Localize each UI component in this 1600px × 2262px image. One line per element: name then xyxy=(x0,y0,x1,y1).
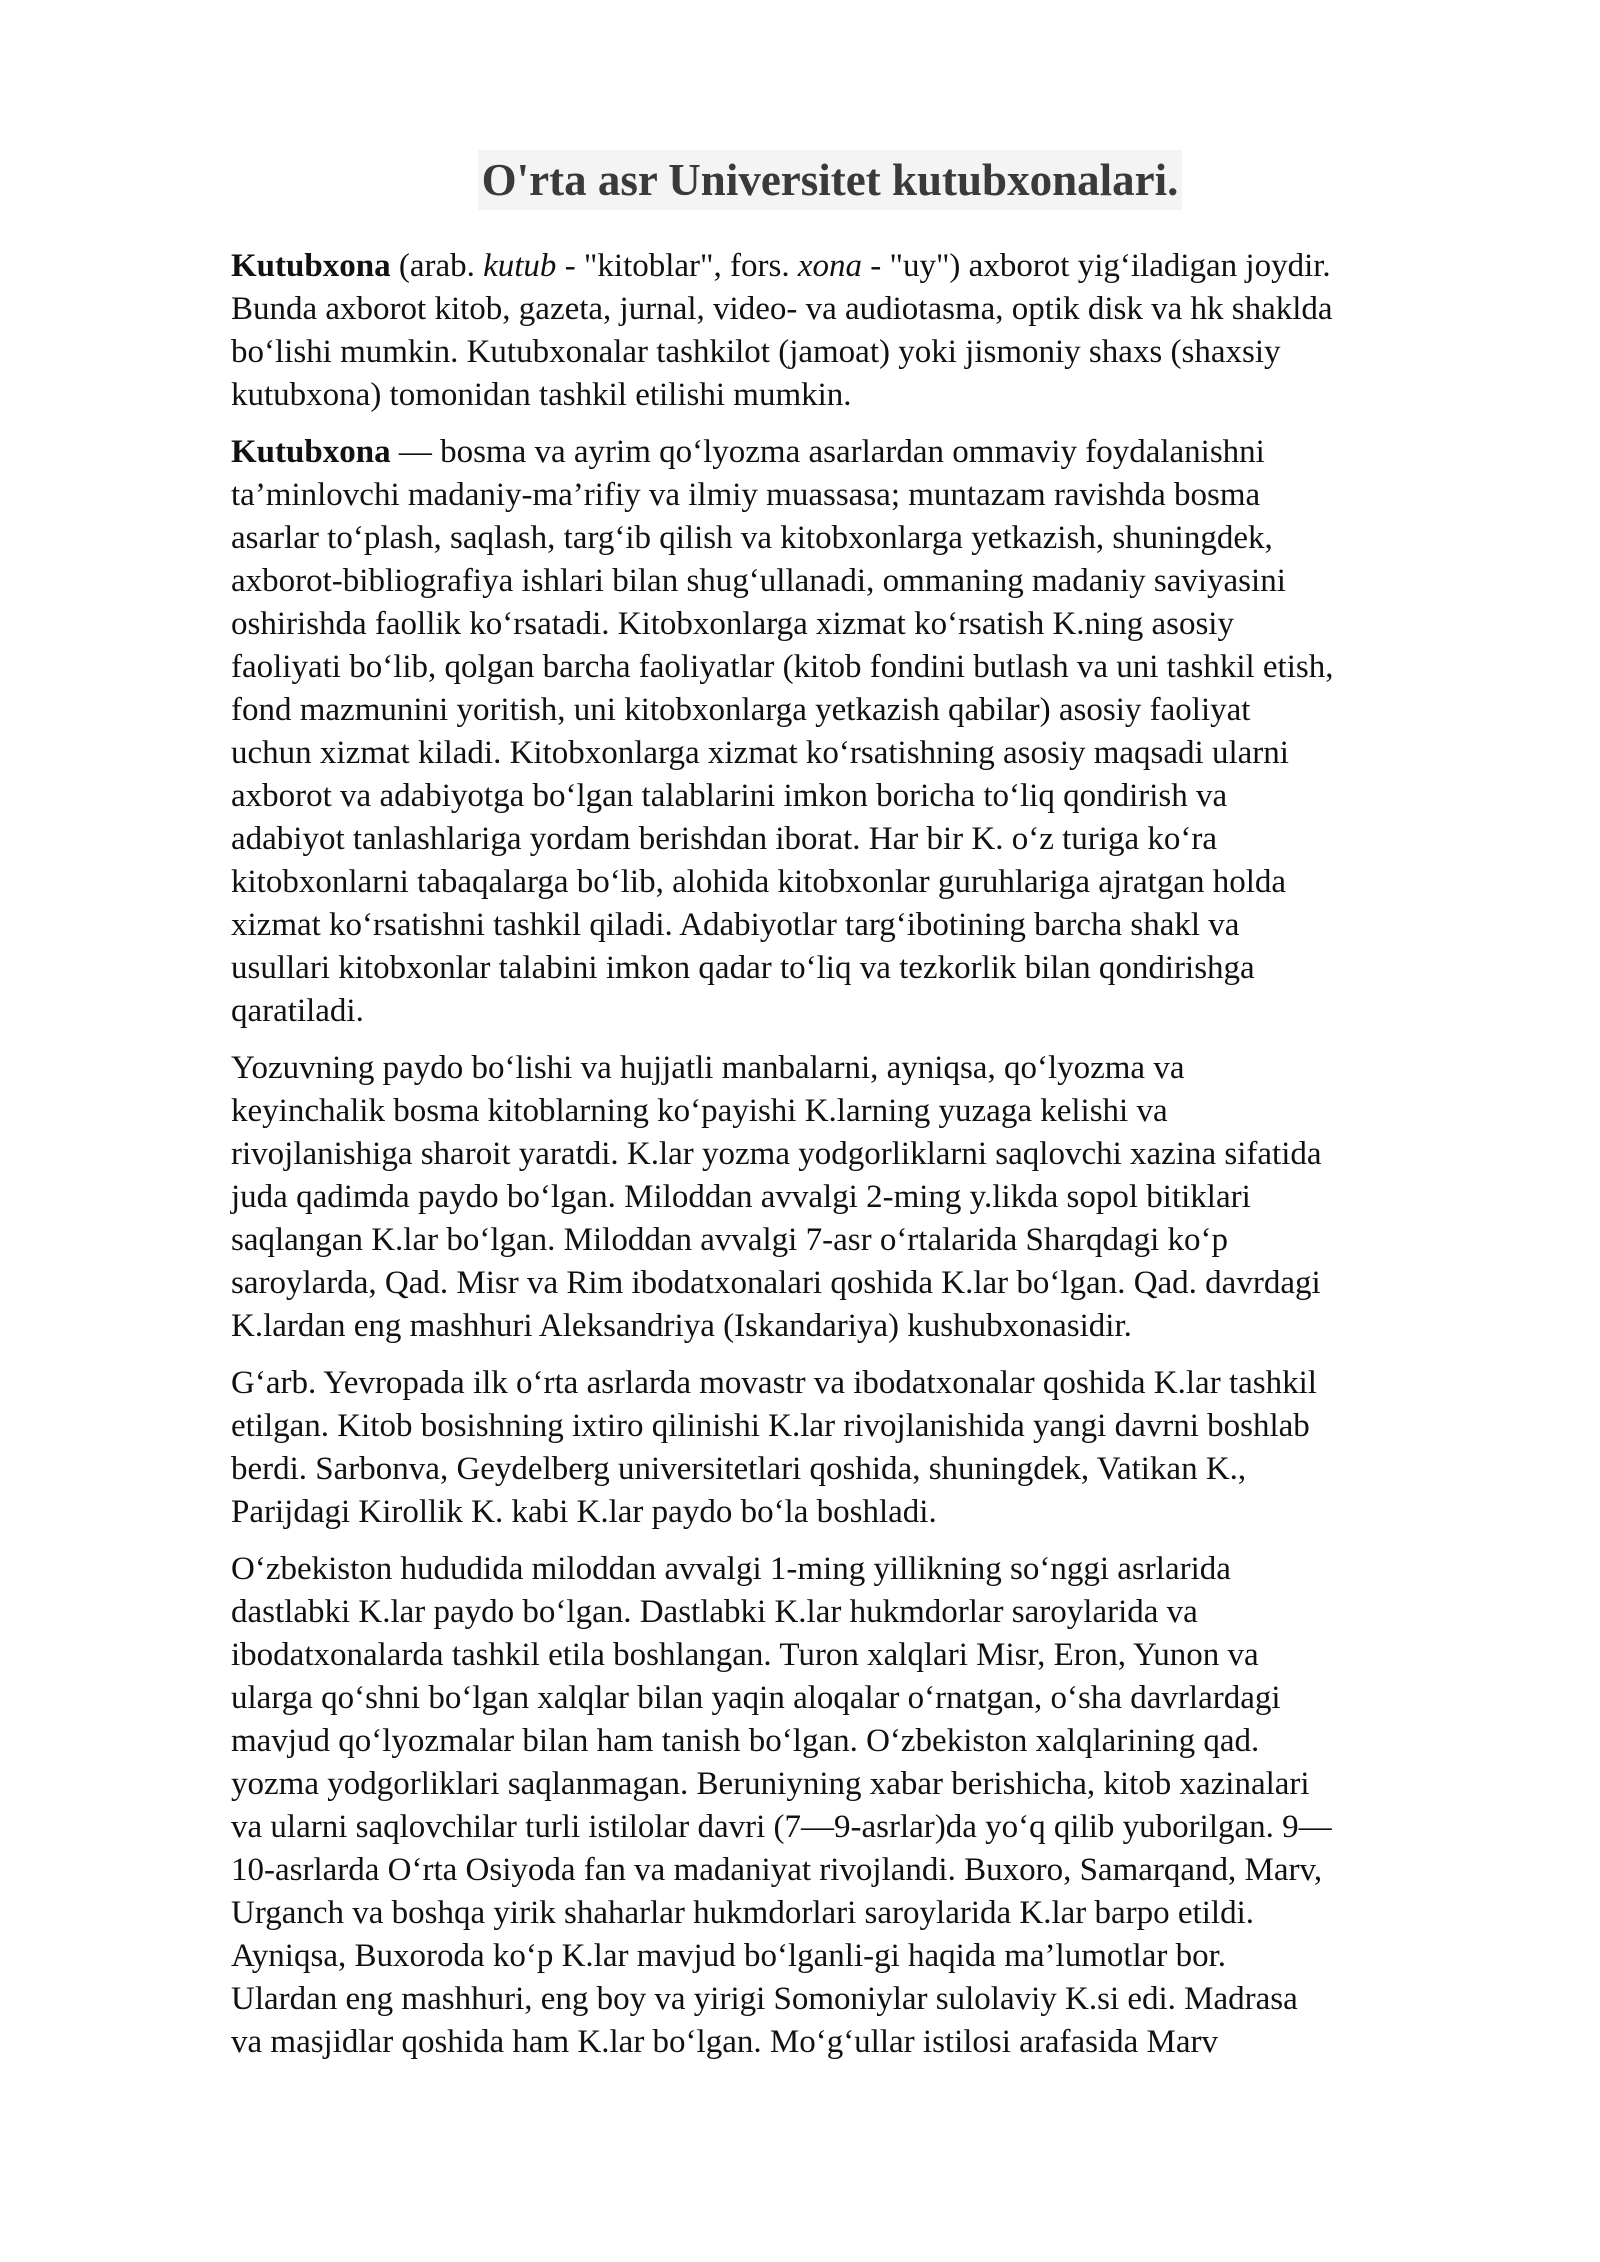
paragraph-2-line-1 xyxy=(231,431,1501,474)
italic-term-xona: xona xyxy=(797,248,862,284)
text-line: K.lardan eng mashhuri Aleksandriya (Iskandariya) kushubxonasidir. xyxy=(231,1308,1132,1344)
text-line: G‘arb. Yevropada ilk o‘rta asrlarda movastr va ibodatxonalar qoshida K.lar tashkil xyxy=(231,1365,1317,1401)
text-line: O‘zbekiston hududida miloddan avvalgi 1-ming yillikning so‘nggi asrlarida xyxy=(231,1551,1231,1587)
text-line: ta’minlovchi madaniy-ma’rifiy va ilmiy muassasa; muntazam ravishda bosma xyxy=(231,477,1261,513)
text-line: 10-asrlarda O‘rta Osiyoda fan va madaniyat rivojlandi. Buxoro, Samarqand, Marv, xyxy=(231,1852,1323,1888)
text-line: Ayniqsa, Buxoroda ko‘p K.lar mavjud bo‘lganli-gi haqida ma’lumotlar bor. xyxy=(231,1938,1227,1974)
text-run: (arab. xyxy=(390,248,484,284)
text-line: Bunda axborot kitob, gazeta, jurnal, video- va audiotasma, optik disk va hk shaklda xyxy=(231,291,1333,327)
text-line: adabiyot tanlashlariga yordam berishdan iborat. Har bir K. o‘z turiga ko‘ra xyxy=(231,821,1217,857)
paragraph-1-line-1 xyxy=(231,245,1501,288)
text-line: va ularni saqlovchilar turli istilolar davri (7—9-asrlar)da yo‘q qilib yuborilgan. 9— xyxy=(231,1809,1332,1845)
text-line: saroylarda, Qad. Misr va Rim ibodatxonalari qoshida K.lar bo‘lgan. Qad. davrdagi xyxy=(231,1265,1321,1301)
text-line: uchun xizmat kiladi. Kitobxonlarga xizmat ko‘rsatishning asosiy maqsadi ularni xyxy=(231,735,1289,771)
paragraph-3 xyxy=(231,1047,1501,1348)
text-line: ibodatxonalarda tashkil etila boshlangan. Turon xalqlari Misr, Eron, Yunon va xyxy=(231,1637,1259,1673)
text-line: asarlar to‘plash, saqlash, targ‘ib qilish va kitobxonlarga yetkazish, shuningdek, xyxy=(231,520,1273,556)
text-run: — bosma va ayrim qo‘lyozma asarlardan ommaviy foydalanishni xyxy=(390,434,1265,470)
paragraph-5 xyxy=(231,1548,1501,2064)
page-title: O'rta asr Universitet kutubxonalari. xyxy=(478,150,1183,210)
italic-term-kutub: kutub xyxy=(483,248,557,284)
text-line: oshirishda faollik ko‘rsatadi. Kitobxonlarga xizmat ko‘rsatish K.ning asosiy xyxy=(231,606,1234,642)
text-line: dastlabki K.lar paydo bo‘lgan. Dastlabki K.lar hukmdorlar saroylarida va xyxy=(231,1594,1198,1630)
text-run: - "kitoblar", fors. xyxy=(556,248,798,284)
text-line: juda qadimda paydo bo‘lgan. Miloddan avvalgi 2-ming y.likda sopol bitiklari xyxy=(231,1179,1251,1215)
title-container xyxy=(0,150,1600,210)
paragraph-2 xyxy=(231,431,1501,1033)
text-line: usullari kitobxonlar talabini imkon qadar to‘liq va tezkorlik bilan qondirishga xyxy=(231,950,1255,986)
text-line: rivojlanishiga sharoit yaratdi. K.lar yozma yodgorliklarni saqlovchi xazina sifatida xyxy=(231,1136,1322,1172)
text-line: fond mazmunini yoritish, uni kitobxonlarga yetkazish qabilar) asosiy faoliyat xyxy=(231,692,1251,728)
text-line: keyinchalik bosma kitoblarning ko‘payishi K.larning yuzaga kelishi va xyxy=(231,1093,1168,1129)
text-line: va masjidlar qoshida ham K.lar bo‘lgan. Mo‘g‘ullar istilosi arafasida Marv xyxy=(231,2024,1218,2060)
text-line: qaratiladi. xyxy=(231,993,364,1029)
text-line: Ulardan eng mashhuri, eng boy va yirigi Somoniylar sulolaviy K.si edi. Madrasa xyxy=(231,1981,1298,2017)
text-line: kutubxona) tomonidan tashkil etilishi mumkin. xyxy=(231,377,852,413)
text-line: saqlangan K.lar bo‘lgan. Miloddan avvalgi 7-asr o‘rtalarida Sharqdagi ko‘p xyxy=(231,1222,1229,1258)
text-line: Parijdagi Kirollik K. kabi K.lar paydo bo‘la boshladi. xyxy=(231,1494,937,1530)
text-line: mavjud qo‘lyozmalar bilan ham tanish bo‘lgan. O‘zbekiston xalqlarining qad. xyxy=(231,1723,1260,1759)
term-kutubxona: Kutubxona xyxy=(231,434,391,470)
text-line: Urganch va boshqa yirik shaharlar hukmdorlari saroylarida K.lar barpo etildi. xyxy=(231,1895,1254,1931)
document-body xyxy=(231,245,1501,2078)
text-line: faoliyati bo‘lib, qolgan barcha faoliyatlar (kitob fondini butlash va uni tashkil etish, xyxy=(231,649,1334,685)
text-line: ularga qo‘shni bo‘lgan xalqlar bilan yaqin aloqalar o‘rnatgan, o‘sha davrlardagi xyxy=(231,1680,1281,1716)
text-line: axborot-bibliografiya ishlari bilan shug‘ullanadi, ommaning madaniy saviyasini xyxy=(231,563,1286,599)
text-line: axborot va adabiyotga bo‘lgan talablarini imkon boricha to‘liq qondirish va xyxy=(231,778,1228,814)
paragraph-1 xyxy=(231,245,1501,417)
text-line: bo‘lishi mumkin. Kutubxonalar tashkilot (jamoat) yoki jismoniy shaxs (shaxsiy xyxy=(231,334,1281,370)
text-line: yozma yodgorliklari saqlanmagan. Beruniyning xabar berishicha, kitob xazinalari xyxy=(231,1766,1310,1802)
text-line: Yozuvning paydo bo‘lishi va hujjatli manbalarni, ayniqsa, qo‘lyozma va xyxy=(231,1050,1185,1086)
text-line: xizmat ko‘rsatishni tashkil qiladi. Adabiyotlar targ‘ibotining barcha shakl va xyxy=(231,907,1240,943)
term-kutubxona: Kutubxona xyxy=(231,248,391,284)
text-run: - "uy") axborot yig‘iladigan joydir. xyxy=(862,248,1331,284)
text-line: kitobxonlarni tabaqalarga bo‘lib, alohida kitobxonlar guruhlariga ajratgan holda xyxy=(231,864,1287,900)
text-line: etilgan. Kitob bosishning ixtiro qilinishi K.lar rivojlanishida yangi davrni boshlab xyxy=(231,1408,1310,1444)
paragraph-4 xyxy=(231,1362,1501,1534)
text-line: berdi. Sarbonva, Geydelberg universitetlari qoshida, shuningdek, Vatikan K., xyxy=(231,1451,1247,1487)
